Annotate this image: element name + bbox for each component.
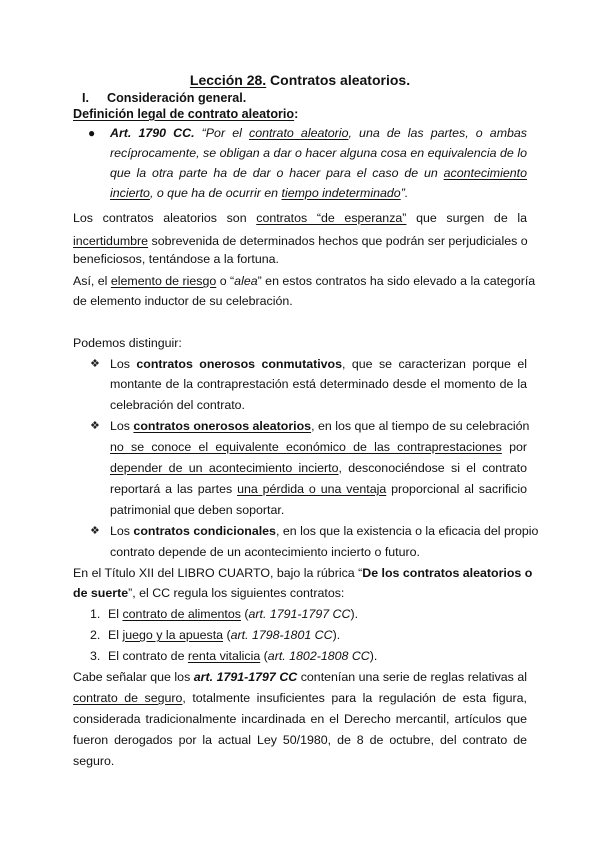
type-line: Los contratos condicionales, en los que la existencia o la eficacia del propio	[110, 524, 539, 538]
section-label: Consideración general.	[107, 91, 247, 105]
type-line: Los contratos onerosos conmutativos, que se caracterizan porque el	[110, 357, 527, 371]
section-heading	[82, 91, 246, 105]
quote-line: incierto, o que ha de ocurrir en tiempo indeterminado”.	[110, 186, 409, 200]
type-line: celebración del contrato.	[110, 398, 246, 412]
paragraph-line: contrato de seguro, totalmente insuficientes para la regulación de esta figura,	[73, 691, 527, 705]
section-number: I.	[82, 91, 89, 105]
paragraph-line: Los contratos aleatorios son contratos “de esperanza” que surgen de la	[73, 211, 528, 225]
paragraph-line: Cabe señalar que los art. 1791-1797 CC contenían una serie de reglas relativas al	[73, 670, 527, 684]
paragraph-line: En el Título XII del LIBRO CUARTO, bajo la rúbrica “De los contratos aleatorios o	[73, 566, 533, 580]
article-quote	[110, 123, 527, 203]
bullet-dot: ●	[88, 126, 96, 140]
diamond-bullet-icon: ❖	[90, 420, 100, 432]
type-line: montante de la contraprestación está determinado desde el momento de la	[110, 377, 527, 391]
distinguish-label: Podemos distinguir:	[73, 336, 182, 350]
lesson-number: Lección 28.	[189, 72, 267, 88]
list-item: 1. El contrato de alimentos (art. 1791-1797 CC).	[90, 607, 359, 621]
list-item: 3. El contrato de renta vitalicia (art. 1802-1808 CC).	[90, 649, 378, 663]
quote-line: Art. 1790 CC. “Por el contrato aleatorio, una de las partes, o ambas	[110, 126, 528, 140]
type-line: reportará a las partes una pérdida o una ventaja proporcional al sacrificio	[110, 482, 527, 496]
paragraph-line: Así, el elemento de riesgo o “alea” en estos contratos ha sido elevado a la categoría	[73, 274, 536, 288]
page-title	[0, 72, 600, 88]
type-line: no se conoce el equivalente económico de las contraprestaciones por	[110, 440, 527, 454]
paragraph-line: de elemento inductor de su celebración.	[73, 294, 293, 308]
quote-line: que la otra parte ha de dar o hacer para el caso de un acontecimiento	[110, 166, 527, 180]
paragraph-line: de suerte”, el CC regula los siguientes contratos:	[73, 586, 345, 600]
type-line: depender de un acontecimiento incierto, desconociéndose si el contrato	[110, 461, 527, 475]
paragraph-line: considerada tradicionalmente incardinada en el Derecho mercantil, artículos que	[73, 712, 527, 726]
lesson-name: Contratos aleatorios.	[266, 72, 411, 88]
list-item: 2. El juego y la apuesta (art. 1798-1801 CC).	[90, 628, 341, 642]
diamond-bullet-icon: ❖	[90, 358, 100, 370]
paragraph-line: beneficiosos, tentándose a la fortuna.	[73, 252, 279, 266]
quote-line: recíprocamente, se obligan a dar o hacer alguna cosa en equivalencia de lo	[110, 146, 527, 160]
definition-heading: Definición legal de contrato aleatorio:	[73, 107, 299, 121]
type-line: patrimonial que deben soportar.	[110, 503, 285, 517]
paragraph-line: fueron derogados por la actual Ley 50/1980, de 8 de octubre, del contrato de	[73, 733, 527, 747]
type-line: contrato depende de un acontecimiento incierto o futuro.	[110, 545, 420, 559]
paragraph-line: incertidumbre sobrevenida de determinados hechos que podrán ser perjudiciales o	[73, 234, 528, 248]
type-line: Los contratos onerosos aleatorios, en los que al tiempo de su celebración	[110, 419, 530, 433]
paragraph-line: seguro.	[73, 754, 115, 768]
diamond-bullet-icon: ❖	[90, 525, 100, 537]
